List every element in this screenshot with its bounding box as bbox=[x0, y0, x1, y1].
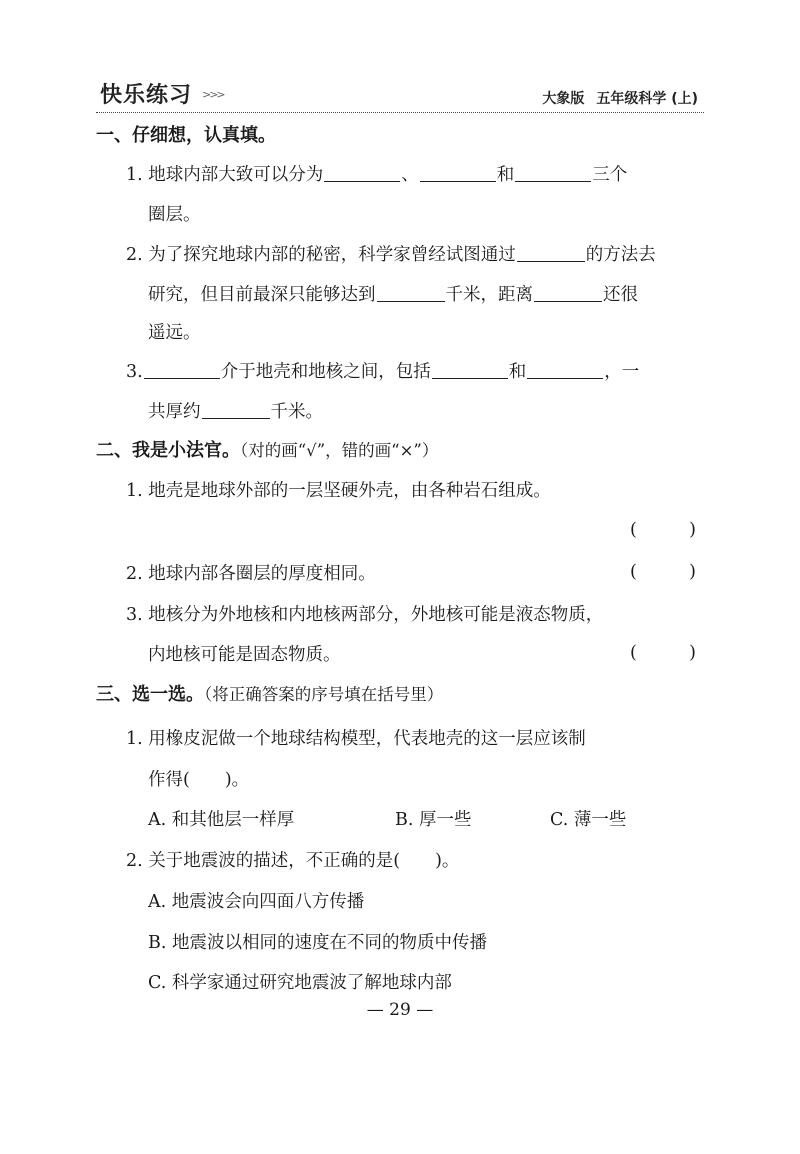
s1-q3-line2 bbox=[148, 400, 323, 424]
edition-info bbox=[542, 88, 698, 108]
s3-q2-option-a: A. 地震波会向四面八方传播 bbox=[148, 892, 365, 912]
s1-q2-text2: 研究，但目前最深只能够达到 bbox=[148, 285, 376, 305]
answer-blank[interactable] bbox=[527, 360, 603, 379]
s1-q3-text: 介于地壳和地核之间，包括 bbox=[220, 362, 431, 382]
s1-q3-and: 和 bbox=[508, 362, 527, 382]
s3-q1-line2[interactable]: 作得( )。 bbox=[148, 770, 250, 790]
answer-blank[interactable] bbox=[515, 163, 591, 182]
s1-q3-end2: 千米。 bbox=[270, 402, 323, 422]
answer-parentheses[interactable] bbox=[630, 562, 696, 582]
header-divider bbox=[96, 112, 704, 113]
s1-q2-text: 2. 为了探究地球内部的秘密，科学家曾经试图通过 bbox=[126, 245, 516, 265]
chevron-decoration: >>> bbox=[202, 88, 224, 101]
paren-open: ( bbox=[630, 643, 637, 663]
s3-q1-option-a: A. 和其他层一样厚 bbox=[148, 810, 295, 830]
brand-title: 快乐练习 bbox=[100, 83, 193, 108]
s3-q2-option-c: C. 科学家通过研究地震波了解地球内部 bbox=[148, 973, 452, 993]
section-2-instruction: （对的画“√”，错的画“×”） bbox=[240, 441, 439, 460]
s2-q2: 2. 地球内部各圈层的厚度相同。 bbox=[126, 564, 376, 584]
paren-close: ) bbox=[689, 562, 696, 582]
answer-blank[interactable] bbox=[517, 243, 585, 262]
s3-q1-option-c: C. 薄一些 bbox=[550, 810, 627, 830]
s1-q2-end2: 还很 bbox=[603, 285, 638, 305]
s3-q1-line1: 1. 用橡皮泥做一个地球结构模型，代表地壳的这一层应该制 bbox=[126, 729, 586, 749]
s3-q2-option-b: B. 地震波以相同的速度在不同的物质中传播 bbox=[148, 933, 487, 953]
s1-q1-line2: 圈层。 bbox=[148, 205, 201, 225]
s1-q1-sep: 、 bbox=[401, 165, 419, 185]
s1-q1-end: 三个 bbox=[592, 165, 628, 185]
s3-q2[interactable]: 2. 关于地震波的描述，不正确的是( )。 bbox=[126, 851, 460, 871]
section-3-instruction: （将正确答案的序号填在括号里） bbox=[204, 685, 444, 704]
s1-q3-num: 3. bbox=[126, 362, 143, 382]
answer-blank[interactable] bbox=[420, 163, 496, 182]
section-2-heading: 二、我是小法官。 bbox=[96, 440, 240, 461]
s1-q3-line1 bbox=[126, 360, 639, 384]
edition-label: 大象版 bbox=[542, 91, 585, 107]
grade-label: 五年级科学 (上) bbox=[596, 91, 698, 107]
answer-parentheses[interactable] bbox=[630, 643, 696, 663]
answer-blank[interactable] bbox=[144, 360, 220, 379]
s2-q3-line1: 3. 地核分为外地核和内地核两部分，外地核可能是液态物质， bbox=[126, 605, 604, 625]
s1-q3-text2: 共厚约 bbox=[148, 402, 201, 422]
s1-q1-line1 bbox=[126, 163, 627, 187]
section-3-heading: 三、选一选。 bbox=[96, 684, 204, 705]
s1-q2-line2 bbox=[148, 283, 638, 307]
section-3-title bbox=[96, 683, 443, 707]
answer-parentheses[interactable] bbox=[630, 520, 696, 540]
answer-blank[interactable] bbox=[534, 283, 602, 302]
section-2-title bbox=[96, 439, 438, 463]
answer-blank[interactable] bbox=[324, 163, 400, 182]
answer-blank[interactable] bbox=[432, 360, 508, 379]
answer-blank[interactable] bbox=[202, 400, 270, 419]
s1-q2-line1 bbox=[126, 243, 656, 267]
s2-q3-line2: 内地核可能是固态物质。 bbox=[148, 645, 341, 665]
s3-q1-option-b: B. 厚一些 bbox=[395, 810, 472, 830]
s1-q1-and: 和 bbox=[496, 165, 515, 185]
page-number: — 29 — bbox=[366, 1000, 434, 1020]
s1-q2-end: 的方法去 bbox=[585, 245, 656, 265]
s1-q1-text: 1. 地球内部大致可以分为 bbox=[126, 165, 324, 185]
s2-q1: 1. 地壳是地球外部的一层坚硬外壳，由各种岩石组成。 bbox=[126, 481, 551, 501]
section-1-title: 一、仔细想，认真填。 bbox=[96, 125, 276, 146]
answer-blank[interactable] bbox=[377, 283, 445, 302]
s1-q2-mid: 千米，距离 bbox=[445, 285, 533, 305]
page-header bbox=[96, 72, 704, 116]
s1-q3-end: ，一 bbox=[604, 362, 640, 382]
paren-close: ) bbox=[689, 520, 696, 540]
paren-close: ) bbox=[689, 643, 696, 663]
s1-q2-line3: 遥远。 bbox=[148, 323, 201, 343]
paren-open: ( bbox=[630, 520, 637, 540]
paren-open: ( bbox=[630, 562, 637, 582]
